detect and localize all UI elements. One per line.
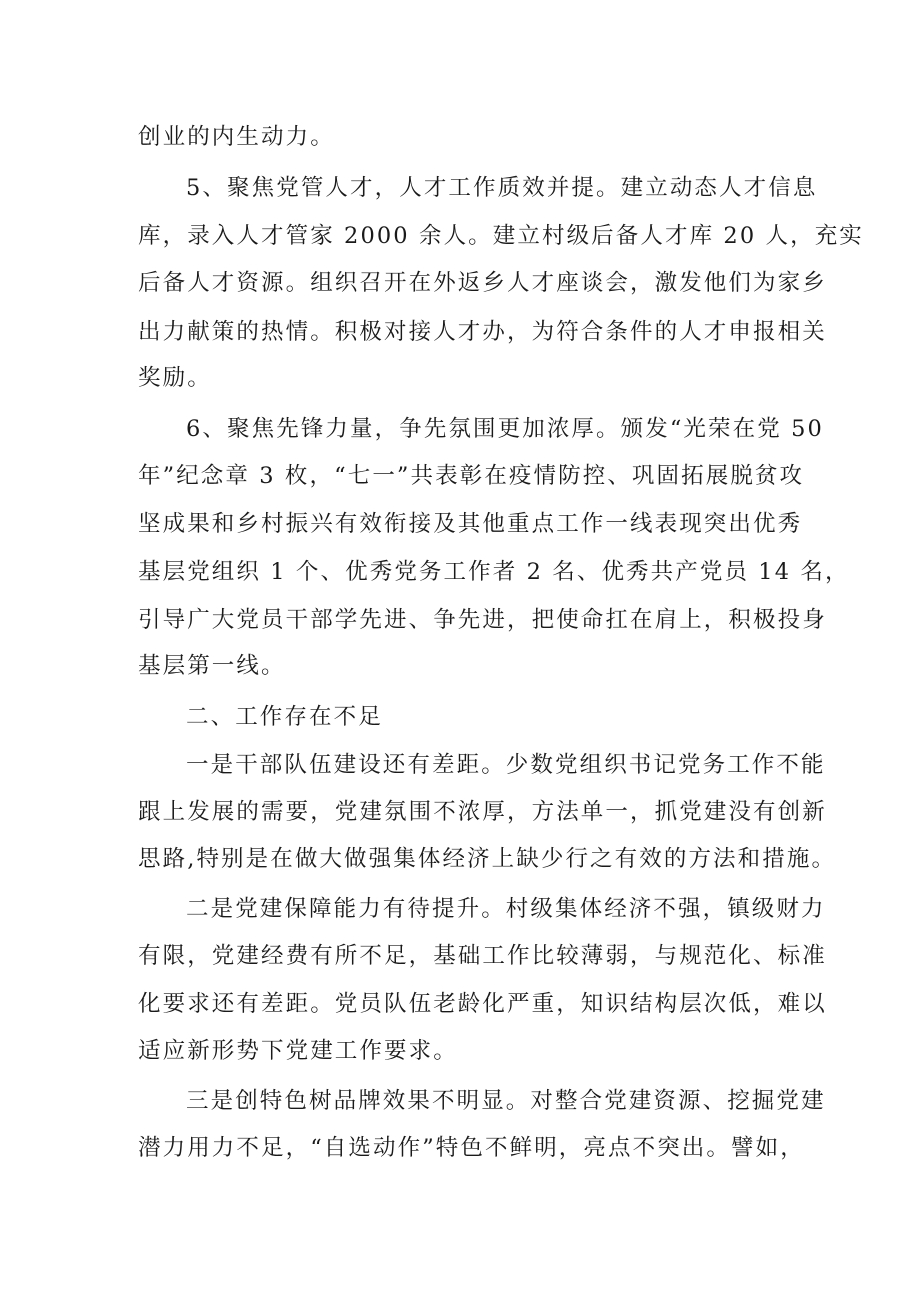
- paragraph-6-line-3: 坚成果和乡村振兴有效衔接及其他重点工作一线表现突出优秀: [138, 511, 803, 537]
- paragraph-6-line-6: 基层第一线。: [138, 653, 286, 679]
- paragraph-6-line-4: 基层党组织 1 个、优秀党务工作者 2 名、优秀共产党员 14 名，: [138, 559, 850, 585]
- paragraph-6-line-5: 引导广大党员干部学先进、争先进，把使命扛在肩上，积极投身: [138, 607, 827, 633]
- paragraph-6-line-2: 年”纪念章 3 枚，“七一”共表彰在疫情防控、巩固拓展脱贫攻: [138, 463, 805, 489]
- shortcoming-1-line-2: 跟上发展的需要，党建氛围不浓厚，方法单一，抓党建没有创新: [138, 799, 827, 825]
- shortcoming-2-line-2: 有限，党建经费有所不足，基础工作比较薄弱，与规范化、标准: [138, 943, 827, 969]
- paragraph-6-line-1: 6、聚焦先锋力量，争先氛围更加浓厚。颁发“光荣在党 50: [186, 416, 824, 442]
- paragraph-5-line-2: 库，录入人才管家 2000 余人。建立村级后备人才库 20 人，充实: [138, 223, 864, 249]
- shortcoming-2-line-3: 化要求还有差距。党员队伍老龄化严重，知识结构层次低，难以: [138, 991, 827, 1017]
- paragraph-5-line-1: 5、聚焦党管人才，人才工作质效并提。建立动态人才信息: [186, 175, 818, 201]
- shortcoming-2-line-1: 二是党建保障能力有待提升。村级集体经济不强，镇级财力: [186, 896, 826, 922]
- paragraph-5-line-5: 奖励。: [138, 365, 212, 391]
- shortcoming-1-line-1: 一是干部队伍建设还有差距。少数党组织书记党务工作不能: [186, 752, 826, 778]
- paragraph-5-line-3: 后备人才资源。组织召开在外返乡人才座谈会，激发他们为家乡: [138, 270, 827, 296]
- text-line-1: 创业的内生动力。: [138, 124, 335, 150]
- paragraph-5-line-4: 出力献策的热情。积极对接人才办，为符合条件的人才申报相关: [138, 319, 827, 345]
- shortcoming-3-line-2: 潜力用力不足，“自选动作”特色不鲜明，亮点不突出。譬如，: [138, 1135, 805, 1161]
- section-heading: 二、工作存在不足: [186, 704, 383, 730]
- shortcoming-2-line-4: 适应新形势下党建工作要求。: [138, 1038, 458, 1064]
- shortcoming-1-line-3: 思路,特别是在做大做强集体经济上缺少行之有效的方法和措施。: [138, 846, 837, 872]
- shortcoming-3-line-1: 三是创特色树品牌效果不明显。对整合党建资源、挖掘党建: [186, 1088, 826, 1114]
